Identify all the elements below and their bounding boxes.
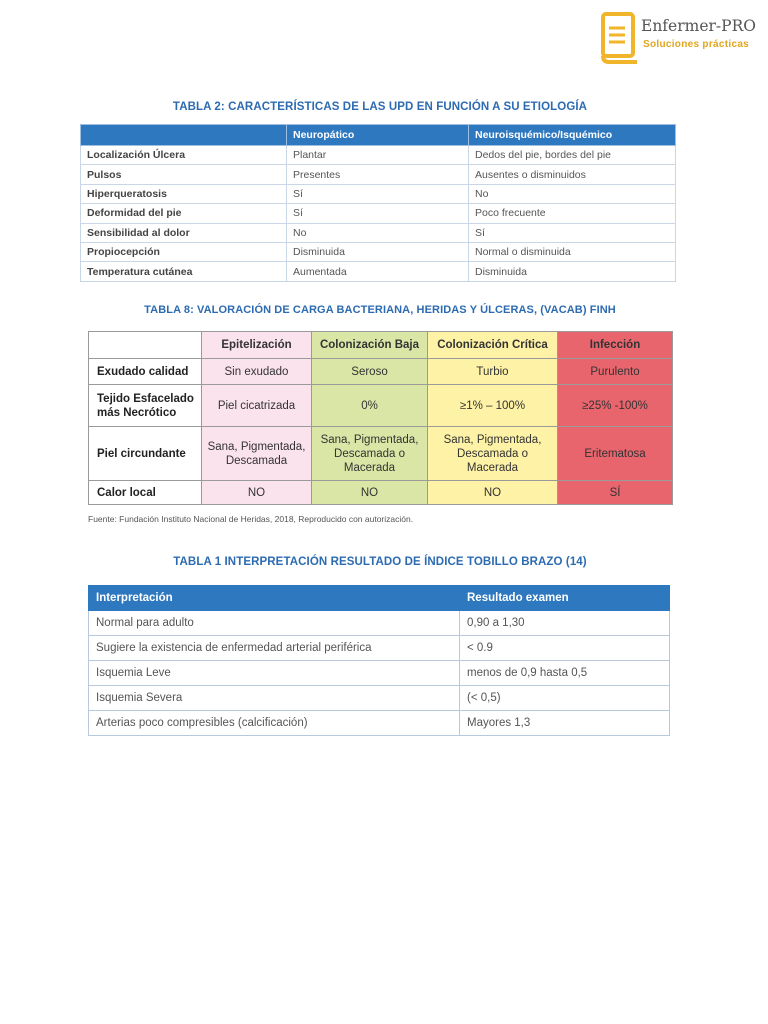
table8-cell: NO	[312, 481, 428, 505]
table8-cell: Sana, Pigmentada, Descamada	[202, 427, 312, 481]
logo-brand: Enfermer-PRO	[641, 17, 756, 35]
table8-cell: Sin exudado	[202, 359, 312, 385]
table2-cell: Sí	[287, 184, 469, 203]
table2-row-label: Hiperqueratosis	[81, 184, 287, 203]
table8-cell: ≥1% – 100%	[428, 385, 558, 427]
table1-header-cell: Resultado examen	[460, 586, 670, 611]
table8-cell: Purulento	[558, 359, 673, 385]
table8-row-label: Calor local	[89, 481, 202, 505]
table8-cell: Turbio	[428, 359, 558, 385]
table1-row	[89, 661, 670, 686]
table8-title: TABLA 8: VALORACIÓN DE CARGA BACTERIANA, HERIDAS Y ÚLCERAS, (VACAB) FINH	[144, 304, 616, 316]
table8-row-label: Tejido Esfacelado más Necrótico	[89, 385, 202, 427]
table8-header-epitelizacion: Epitelización	[202, 332, 312, 359]
table2-cell: Aumentada	[287, 262, 469, 281]
table8-row	[89, 427, 673, 481]
table2	[80, 124, 676, 282]
table1-cell: 0,90 a 1,30	[460, 611, 670, 636]
table8-header-colonizacion-critica: Colonización Crítica	[428, 332, 558, 359]
table2-header-cell: Neuropático	[287, 125, 469, 146]
table2-row-label: Localización Úlcera	[81, 146, 287, 165]
table8-row	[89, 481, 673, 505]
table1-cell: Arterias poco compresibles (calcificación)	[89, 711, 460, 736]
logo-tagline: Soluciones prácticas	[643, 39, 750, 50]
table1	[88, 585, 670, 736]
table1-cell: (< 0,5)	[460, 686, 670, 711]
table2-cell: Disminuida	[469, 262, 676, 281]
table2-row-label: Propiocepción	[81, 242, 287, 261]
table2-row	[81, 204, 676, 223]
table1-row	[89, 686, 670, 711]
table1-cell: Sugiere la existencia de enfermedad arterial periférica	[89, 636, 460, 661]
table8-cell: SÍ	[558, 481, 673, 505]
table2-row	[81, 165, 676, 184]
table2-title: TABLA 2: CARACTERÍSTICAS DE LAS UPD EN FUNCIÓN A SU ETIOLOGÍA	[172, 101, 588, 113]
table2-cell: No	[287, 223, 469, 242]
table8-cell: ≥25% -100%	[558, 385, 673, 427]
table2-cell: Normal o disminuida	[469, 242, 676, 261]
table2-cell: Plantar	[287, 146, 469, 165]
table1-cell: Mayores 1,3	[460, 711, 670, 736]
table1-title: TABLA 1 INTERPRETACIÓN RESULTADO DE ÍNDICE TOBILLO BRAZO (14)	[173, 556, 587, 568]
table8-cell: Seroso	[312, 359, 428, 385]
table8-row-label: Piel circundante	[89, 427, 202, 481]
book-icon	[600, 11, 640, 65]
table8-row	[89, 385, 673, 427]
enfermer-pro-logo	[600, 11, 756, 67]
table1-row	[89, 636, 670, 661]
table8-header-infeccion: Infección	[558, 332, 673, 359]
table2-cell: Sí	[287, 204, 469, 223]
table2-cell: Poco frecuente	[469, 204, 676, 223]
table2-header-cell: Neuroisquémico/Isquémico	[469, 125, 676, 146]
table8-cell: NO	[202, 481, 312, 505]
table2-cell: Dedos del pie, bordes del pie	[469, 146, 676, 165]
table1-cell: Isquemia Severa	[89, 686, 460, 711]
table2-row-label: Temperatura cutánea	[81, 262, 287, 281]
table2-row-label: Pulsos	[81, 165, 287, 184]
table8-cell: Piel cicatrizada	[202, 385, 312, 427]
table8-row	[89, 359, 673, 385]
table1-cell: menos de 0,9 hasta 0,5	[460, 661, 670, 686]
table1-row	[89, 711, 670, 736]
table8-cell: Eritematosa	[558, 427, 673, 481]
table8-header-cell	[89, 332, 202, 359]
table8-header-row	[89, 332, 673, 359]
table2-row-label: Deformidad del pie	[81, 204, 287, 223]
table1-cell: Normal para adulto	[89, 611, 460, 636]
table1-row	[89, 611, 670, 636]
table2-cell: No	[469, 184, 676, 203]
table2-header-cell	[81, 125, 287, 146]
table2-cell: Presentes	[287, 165, 469, 184]
table1-cell: Isquemia Leve	[89, 661, 460, 686]
table2-cell: Disminuida	[287, 242, 469, 261]
table8	[88, 331, 673, 505]
table8-cell: 0%	[312, 385, 428, 427]
table8-cell: NO	[428, 481, 558, 505]
table1-header-row	[89, 586, 670, 611]
table2-row	[81, 242, 676, 261]
table8-header-colonizacion-baja: Colonización Baja	[312, 332, 428, 359]
table8-row-label: Exudado calidad	[89, 359, 202, 385]
table2-header-row	[81, 125, 676, 146]
table2-row	[81, 146, 676, 165]
table8-cell: Sana, Pigmentada, Descamada o Macerada	[428, 427, 558, 481]
table2-cell: Ausentes o disminuidos	[469, 165, 676, 184]
table2-row	[81, 262, 676, 281]
table1-header-cell: Interpretación	[89, 586, 460, 611]
table2-cell: Sí	[469, 223, 676, 242]
table2-row	[81, 223, 676, 242]
table2-row-label: Sensibilidad al dolor	[81, 223, 287, 242]
table1-cell: < 0.9	[460, 636, 670, 661]
table8-cell: Sana, Pigmentada, Descamada o Macerada	[312, 427, 428, 481]
table2-row	[81, 184, 676, 203]
table8-source-note: Fuente: Fundación Instituto Nacional de Heridas, 2018, Reproducido con autorización.	[88, 514, 414, 524]
